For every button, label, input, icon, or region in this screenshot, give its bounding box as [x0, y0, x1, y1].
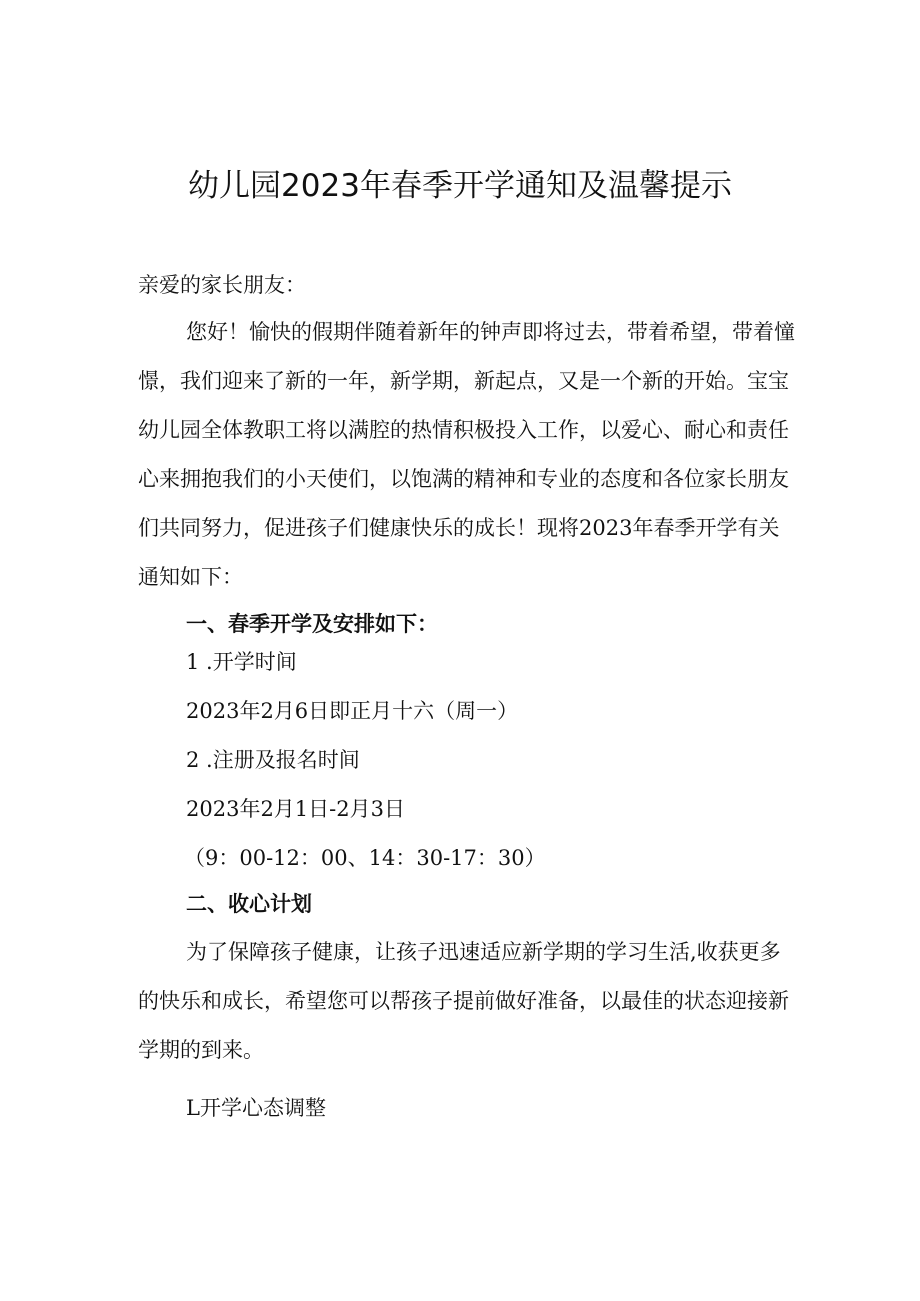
section-1-heading: 一、春季开学及安排如下：	[186, 612, 438, 636]
document-title: 幼儿园2023年春季开学通知及温馨提示	[188, 168, 732, 204]
section-2-heading: 二、收心计划	[186, 892, 312, 916]
item-1-label: 1 .开学时间	[186, 650, 297, 674]
item-2-hours: （9：00-12：00、14：30-17：30）	[184, 846, 546, 870]
intro-paragraph: 您好！愉快的假期伴随着新年的钟声即将过去，带着希望，带着憧憬，我们迎来了新的一年，新学期，新起点，又是一个新的开始。宝宝幼儿园全体教职工将以满腔的热情积极投入工作，以爱心、耐心和责任心来拥抱我们的小天使们，以饱满的精神和专业的态度和各位家长朋友们共同努力，促进孩子们健康快乐的成长！现将2023年春季开学有关通知如下：	[138, 320, 795, 589]
item-2-label: 2 .注册及报名时间	[186, 748, 360, 772]
salutation: 亲爱的家长朋友：	[138, 273, 306, 297]
subsection-1-label: L开学心态调整	[186, 1096, 326, 1120]
section-2-paragraph: 为了保障孩子健康，让孩子迅速适应新学期的学习生活,收获更多的快乐和成长，希望您可以帮孩子提前做好准备，以最佳的状态迎接新学期的到来。	[138, 940, 789, 1062]
item-1-value: 2023年2月6日即正月十六（周一）	[186, 699, 519, 723]
item-2-value: 2023年2月1日-2月3日	[186, 797, 405, 821]
